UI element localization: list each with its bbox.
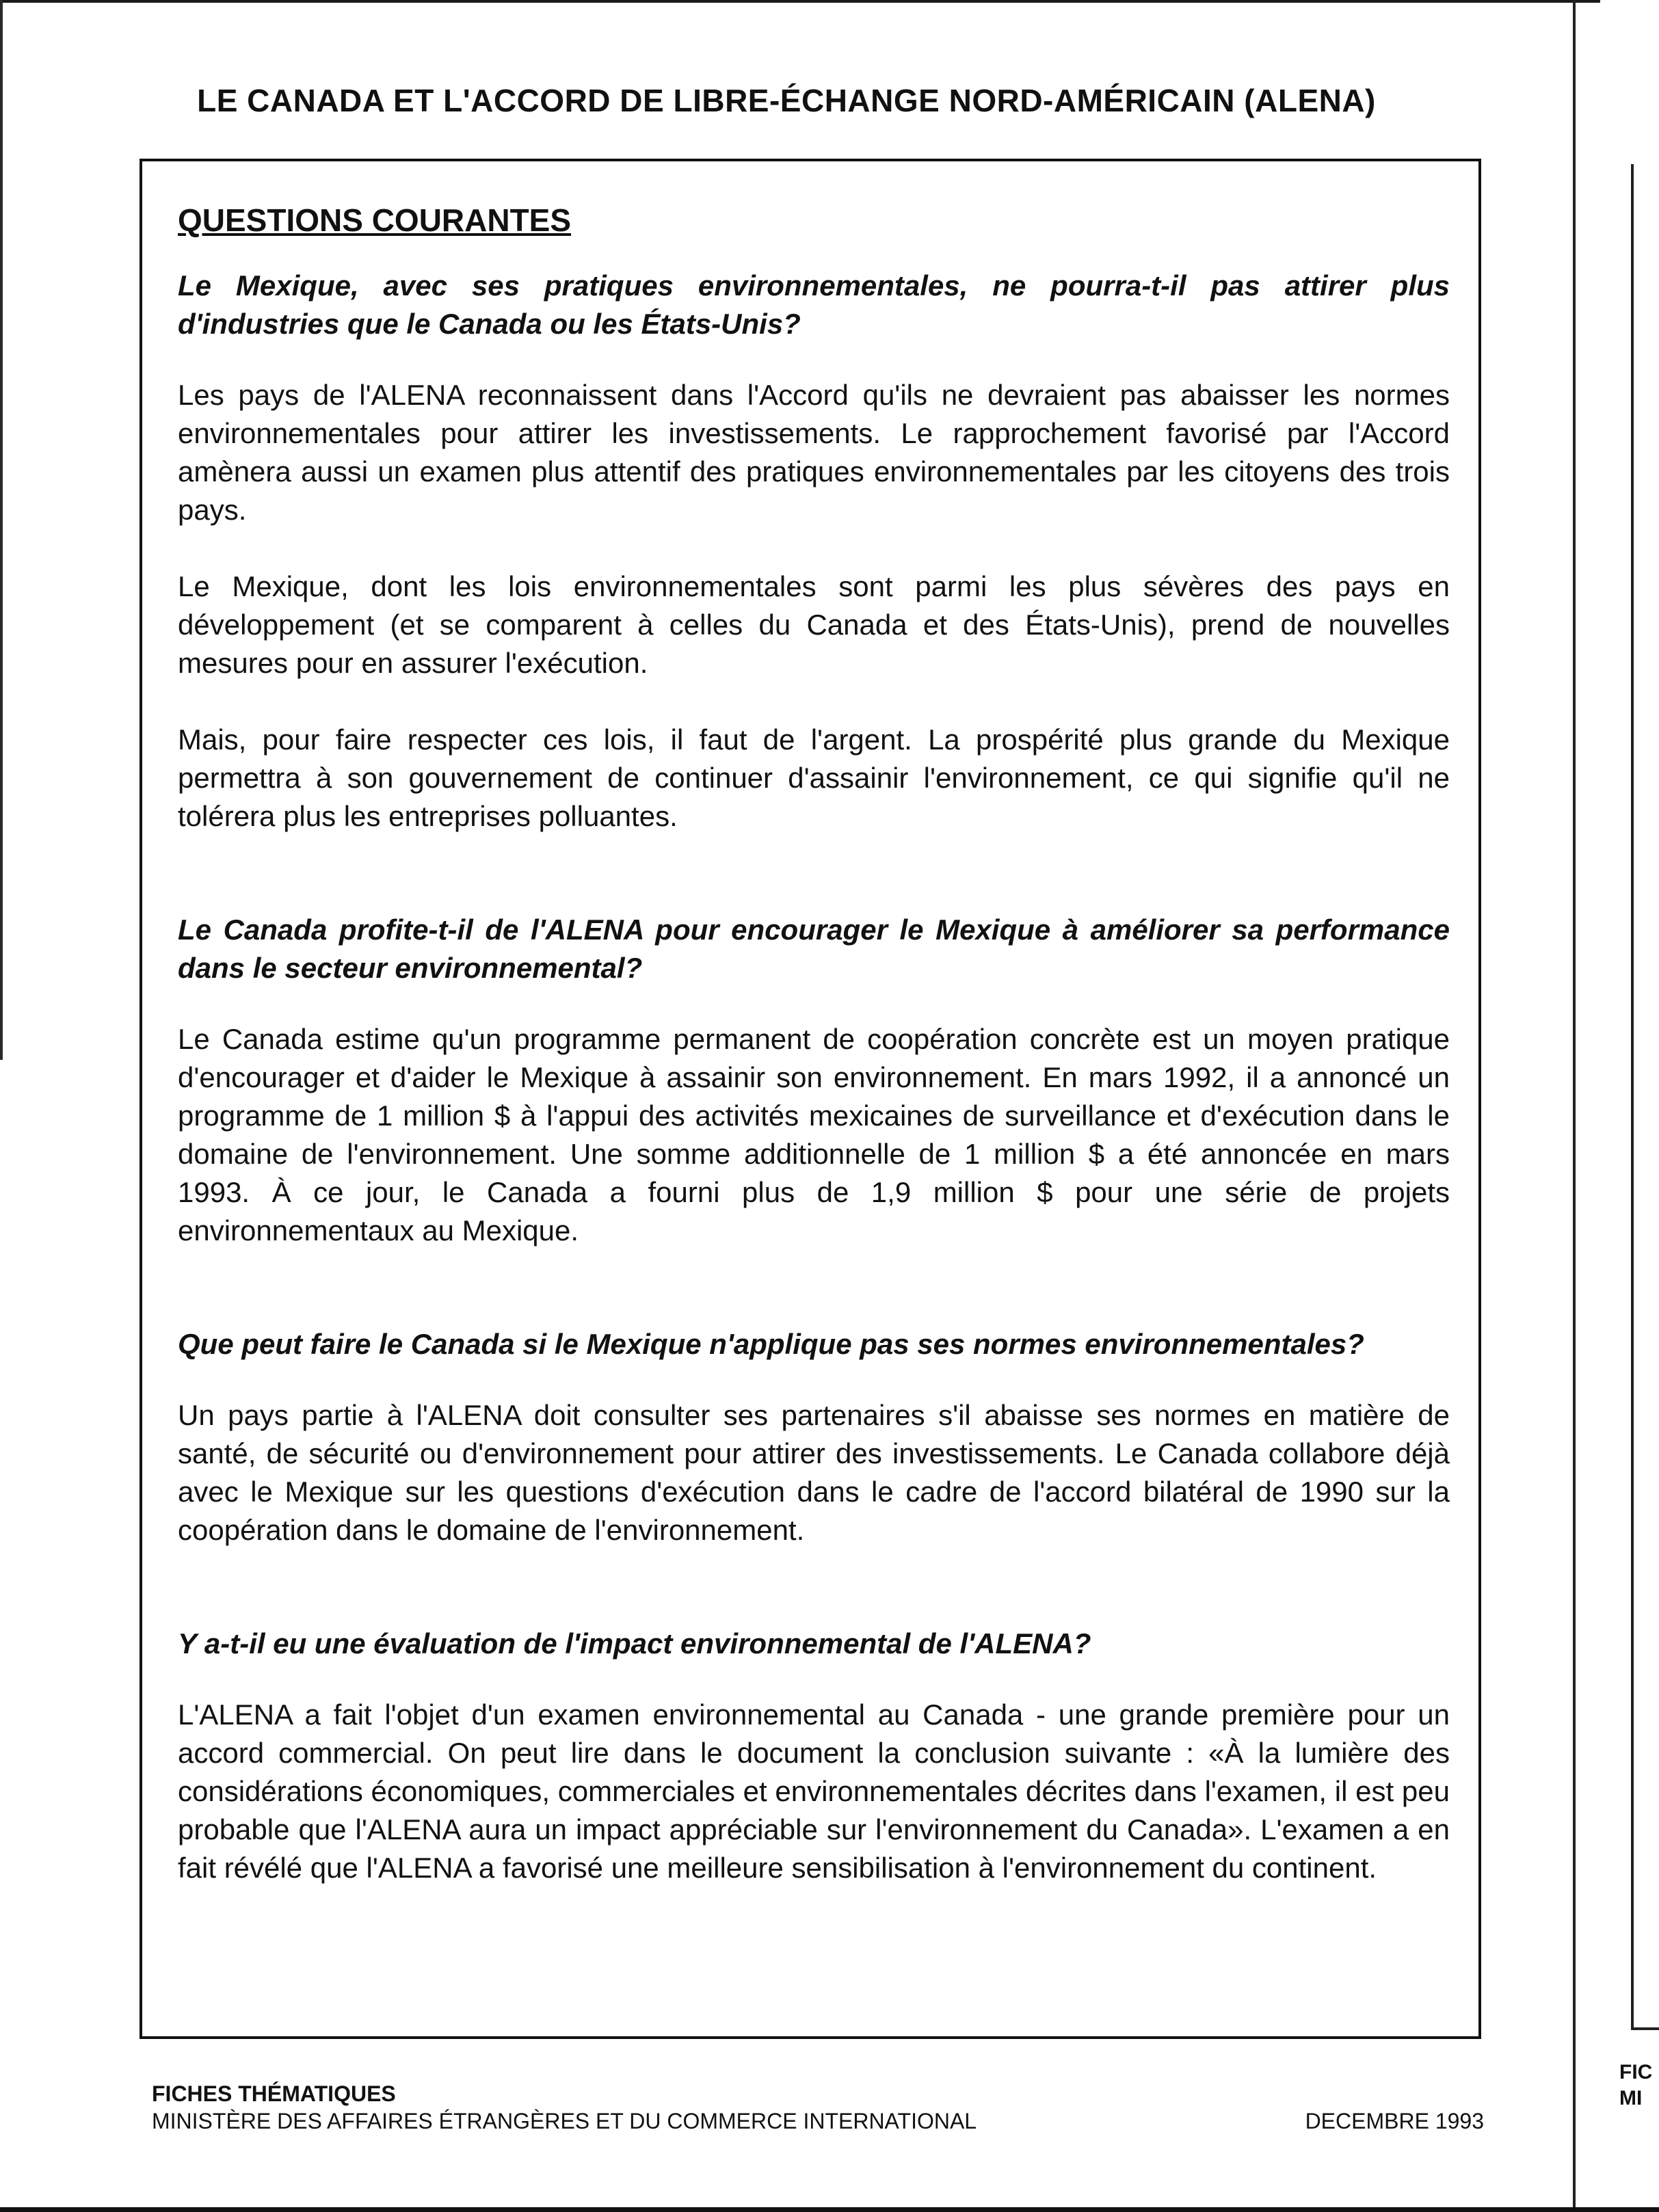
content-inner <box>178 200 1450 1925</box>
adjacent-page-frame <box>1631 164 1659 2030</box>
section-heading: QUESTIONS COURANTES <box>178 202 572 238</box>
page-title: LE CANADA ET L'ACCORD DE LIBRE-ÉCHANGE NORD-AMÉRICAIN (ALENA) <box>197 83 1376 118</box>
adjacent-footer-fragment-2: MI <box>1619 2087 1643 2109</box>
adjacent-footer-fragment-1: FIC <box>1619 2061 1653 2083</box>
adjacent-page-footer <box>1619 2060 1659 2111</box>
question-1: Le Mexique, avec ses pratiques environnementales, ne pourra-t-il pas attirer plus d'industries que le Canada ou les États-Unis? <box>178 269 1450 340</box>
qa-block-1 <box>178 267 1450 836</box>
footer-date: DECEMBRE 1993 <box>1305 2109 1484 2133</box>
question-3: Que peut faire le Canada si le Mexique n'applique pas ses normes environnementales? <box>178 1328 1364 1360</box>
answer-2-paragraph-1: Le Canada estime qu'un programme permanent de coopération concrète est un moyen pratique d'encourager et d'aider le Mexique à assainir son environnement. En mars 1992, il a annoncé un programme de 1 million $ à l'appui des activités mexicaines de surveillance et d'exécution dans le domaine de l'environnement. Une somme additionnelle de 1 million $ a été annoncée en mars 1993. À ce jour, le Canada a fourni plus de 1,9 million $ pour une série de projets environnementaux au Mexique. <box>178 1023 1450 1247</box>
scan-edge-bottom <box>0 2207 1659 2212</box>
question-2: Le Canada profite-t-il de l'ALENA pour encourager le Mexique à améliorer sa performance dans le secteur environnemental? <box>178 914 1450 984</box>
qa-block-3 <box>178 1325 1450 1549</box>
page-divider-line <box>1573 0 1576 2212</box>
footer-series: FICHES THÉMATIQUES <box>152 2081 396 2106</box>
answer-3-paragraph-1: Un pays partie à l'ALENA doit consulter ses partenaires s'il abaisse ses normes en matière de santé, de sécurité ou d'environnement pour attirer des investissements. Le Canada collabore déjà avec le Mexique sur les questions d'exécution dans le cadre de l'accord bilatéral de 1990 sur la coopération dans le domaine de l'environnement. <box>178 1399 1450 1546</box>
answer-1-paragraph-3: Mais, pour faire respecter ces lois, il faut de l'argent. La prospérité plus grande du Mexique permettra à son gouvernement de continuer d'assainir l'environnement, ce qui signifie qu'il ne tolérera plus les entreprises polluantes. <box>178 723 1450 832</box>
question-4: Y a-t-il eu une évaluation de l'impact environnemental de l'ALENA? <box>178 1627 1091 1660</box>
answer-1-paragraph-1: Les pays de l'ALENA reconnaissent dans l'Accord qu'ils ne devraient pas abaisser les normes environnementales pour attirer les investissements. Le rapprochement favorisé par l'Accord amènera aussi un examen plus attentif des pratiques environnementales par les citoyens des trois pays. <box>178 379 1450 526</box>
qa-block-4 <box>178 1625 1450 1887</box>
qa-block-2 <box>178 911 1450 1250</box>
answer-1-paragraph-2: Le Mexique, dont les lois environnementales sont parmi les plus sévères des pays en développement (et se comparent à celles du Canada et des États-Unis), prend de nouvelles mesures pour en assurer l'exécution. <box>178 570 1450 679</box>
scan-edge-left <box>0 0 3 1060</box>
footer-ministry: MINISTÈRE DES AFFAIRES ÉTRANGÈRES ET DU COMMERCE INTERNATIONAL <box>152 2109 977 2133</box>
scan-edge-top <box>0 0 1600 3</box>
answer-4-paragraph-1: L'ALENA a fait l'objet d'un examen environnemental au Canada - une grande première pour un accord commercial. On peut lire dans le document la conclusion suivante : «À la lumière des considérations économiques, commerciales et environnementales décrites dans l'examen, il est peu probable que l'ALENA aura un impact appréciable sur l'environnement du Canada». L'examen a en fait révélé que l'ALENA a favorisé une meilleure sensibilisation à l'environnement du continent. <box>178 1698 1450 1884</box>
content-box <box>140 159 1481 2039</box>
footer-publisher <box>152 2080 977 2135</box>
